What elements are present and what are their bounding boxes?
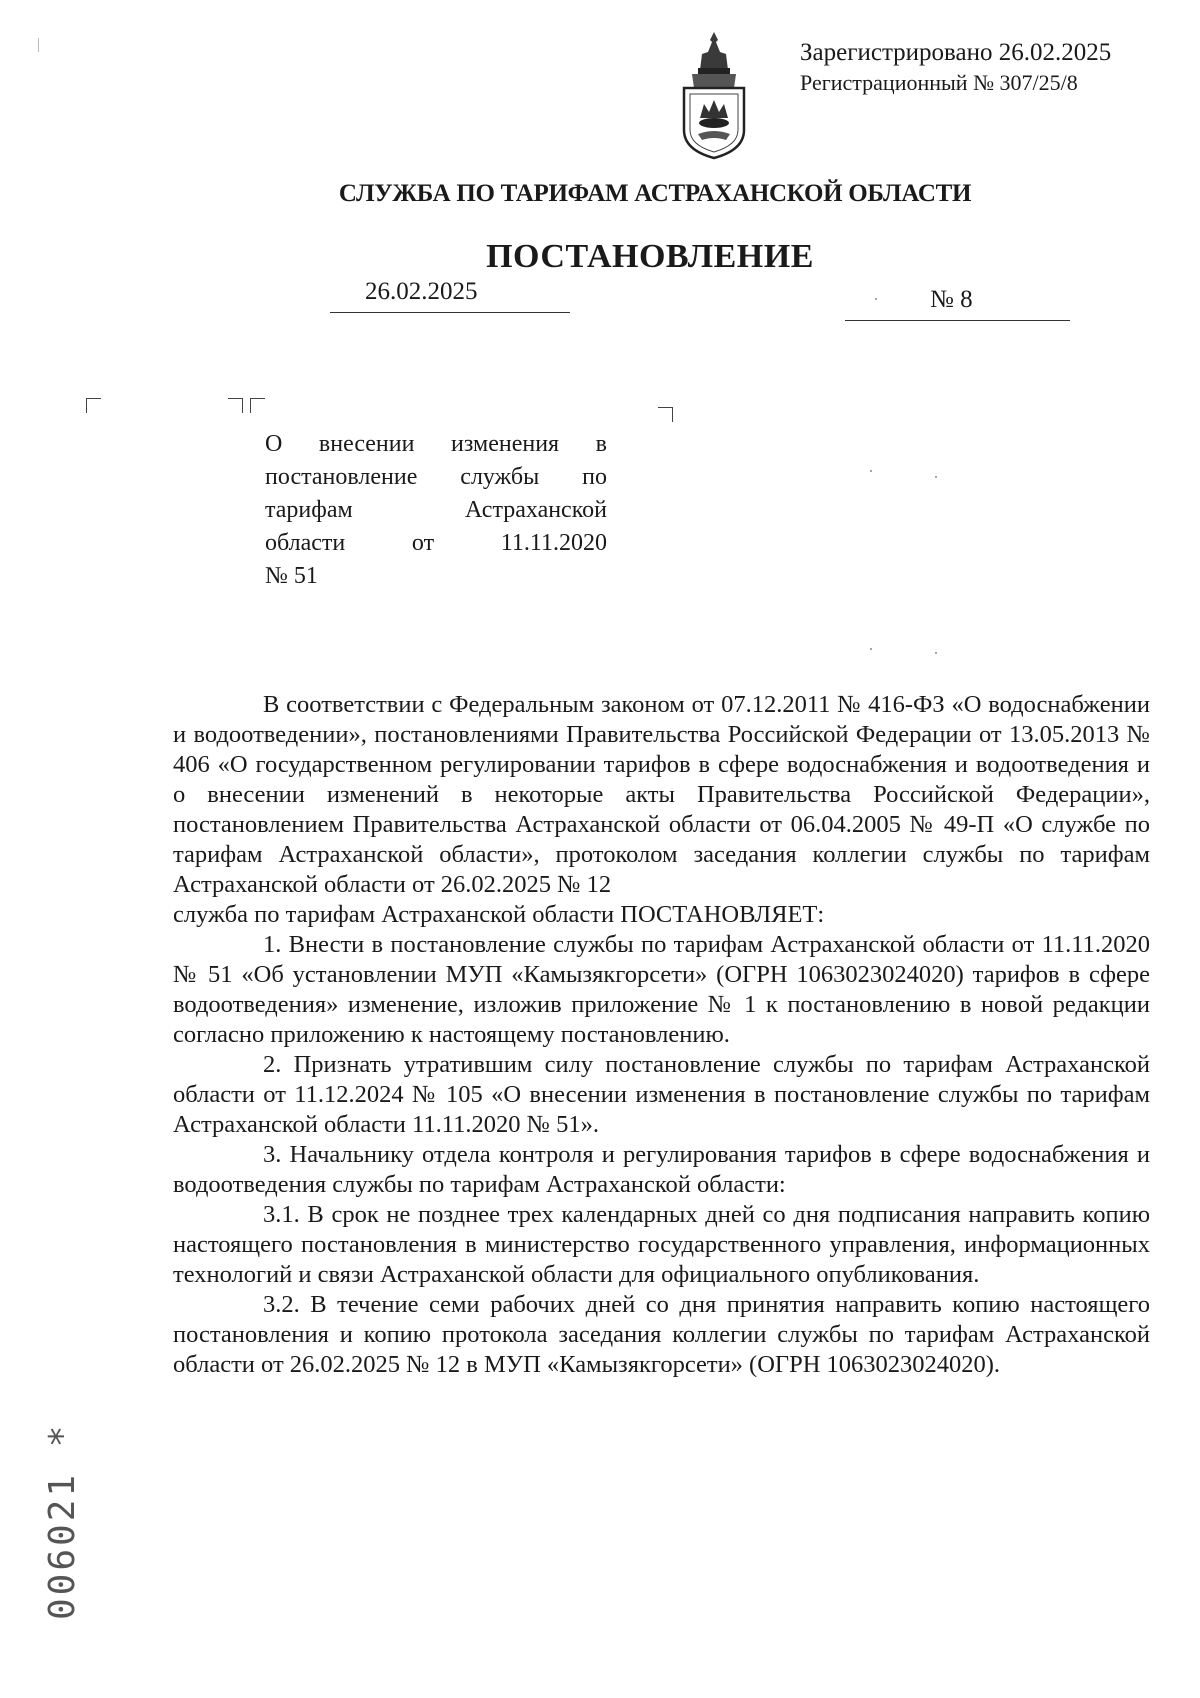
- registration-stamp: [800, 38, 1111, 98]
- corner-mark-top-right: [658, 407, 673, 422]
- document-number: № 8: [845, 286, 1070, 321]
- subject-line: № 51: [265, 563, 318, 589]
- registration-number: Регистрационный № 307/25/8: [800, 70, 1078, 95]
- subject-line: области от 11.11.2020: [265, 530, 607, 556]
- scan-speck: [875, 298, 877, 300]
- corner-mark-inner-left: [250, 398, 265, 413]
- subject-line: постановление службы по: [265, 464, 607, 490]
- corner-mark-top-left: [86, 398, 101, 413]
- document-body: [173, 690, 1150, 1380]
- item-3-2: 3.2. В течение семи рабочих дней со дня принятия направить копию настоящего постановления и копию протокола заседания коллегии службы по тарифам Астраханской области от 26.02.2025 № 12 в МУП «Камызякгорсети» (ОГРН 1063023024020).: [173, 1291, 1150, 1378]
- agency-name: СЛУЖБА ПО ТАРИФАМ АСТРАХАНСКОЙ ОБЛАСТИ: [338, 180, 972, 207]
- item-3: 3. Начальнику отдела контроля и регулирования тарифов в сфере водоснабжения и водоотведения службы по тарифам Астраханской области:: [173, 1141, 1150, 1198]
- scan-speck: [870, 648, 872, 650]
- scan-mark: [38, 38, 39, 52]
- item-2: 2. Признать утратившим силу постановление службы по тарифам Астраханской области от 11.12.2024 № 105 «О внесении изменения в постановление службы по тарифам Астраханской области 11.11.2020 № 51».: [173, 1051, 1150, 1138]
- subject-line: О внесении изменения в: [265, 431, 607, 457]
- corner-mark-inner-right: [228, 398, 243, 413]
- scan-speck: [870, 470, 872, 472]
- preamble-paragraph: В соответствии с Федеральным законом от 07.12.2011 № 416-ФЗ «О водоснабжении и водоотведении», постановлениями Правительства Российской Федерации от 13.05.2013 № 406 «О государственном регулировании тарифов в сфере водоснабжения и водоотведения и о внесении изменений в некоторые акты Правительства Российской Федерации», постановлением Правительства Астраханской области от 06.04.2005 № 49-П «О службе по тарифам Астраханской области», протоколом заседания коллегии службы по тарифам Астраханской области от 26.02.2025 № 12: [173, 691, 1150, 898]
- document-date: 26.02.2025: [330, 278, 570, 313]
- scan-speck: [935, 476, 937, 478]
- document-subject: [265, 428, 607, 593]
- document-type: ПОСТАНОВЛЕНИЕ: [486, 238, 814, 275]
- resolves-line: служба по тарифам Астраханской области ПОСТАНОВЛЯЕТ:: [173, 901, 825, 928]
- astrakhan-coat-of-arms-icon: [668, 30, 760, 162]
- margin-stamp-text: 006021 *: [42, 1422, 83, 1620]
- registration-date: Зарегистрировано 26.02.2025: [800, 39, 1112, 66]
- item-3-1: 3.1. В срок не позднее трех календарных дней со дня подписания направить копию настоящего постановления в министерство государственного управления, информационных технологий и связи Астраханской области для официального опубликования.: [173, 1201, 1150, 1288]
- item-1: 1. Внести в постановление службы по тарифам Астраханской области от 11.11.2020 № 51 «Об установлении МУП «Камызякгорсети» (ОГРН 1063023024020) тарифов в сфере водоотведения» изменение, изложив приложение № 1 к постановлению в новой редакции согласно приложению к настоящему постановлению.: [173, 931, 1150, 1048]
- scan-speck: [935, 652, 937, 654]
- subject-line: тарифам Астраханской: [265, 497, 607, 523]
